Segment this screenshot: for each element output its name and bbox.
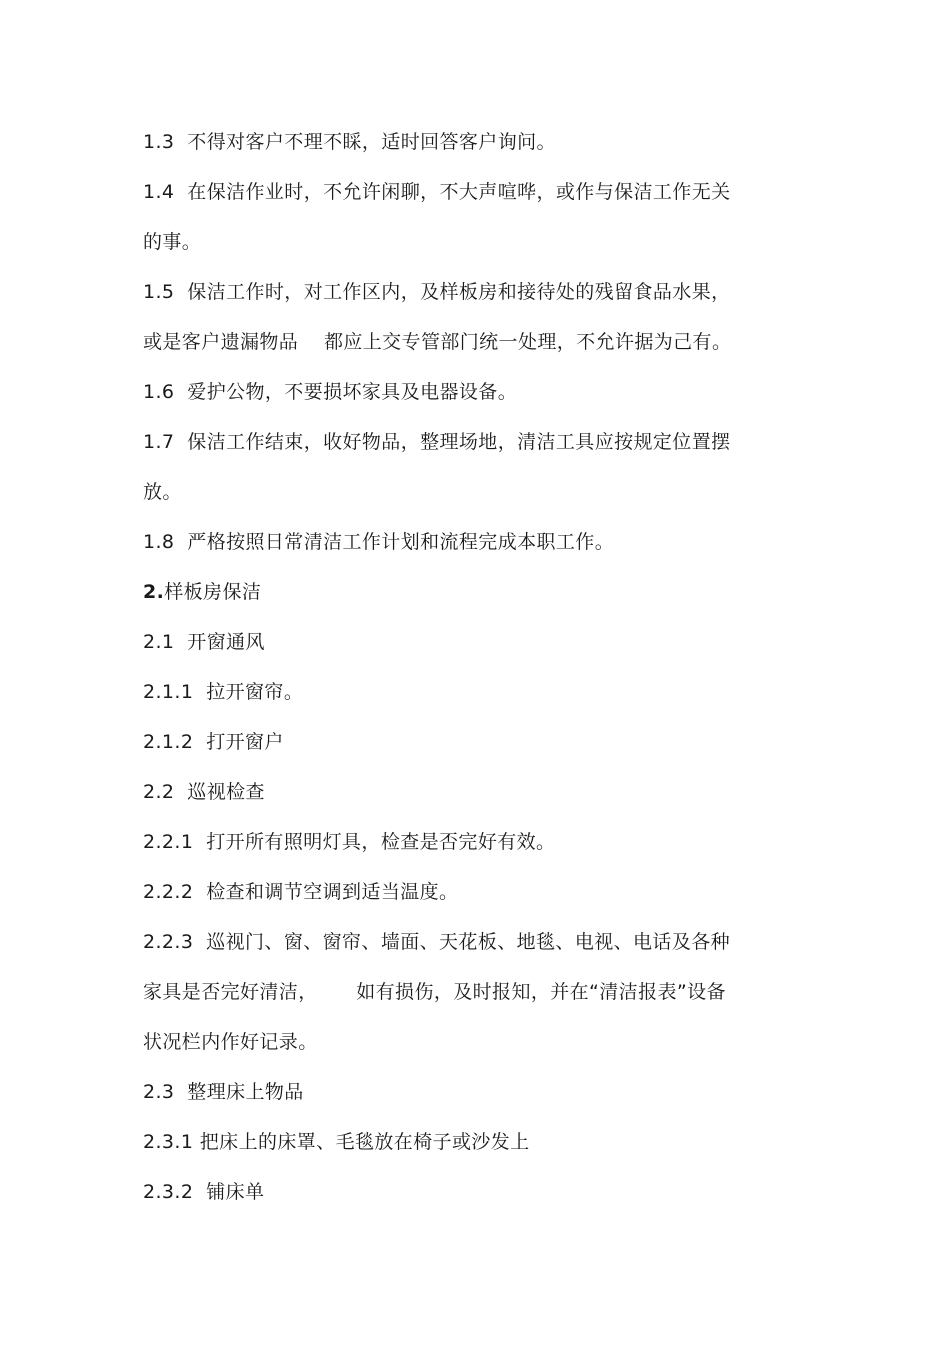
- paragraph-line-1-4-cont: 的事。: [143, 231, 202, 253]
- paragraph-line-1-8: 1.8 严格按照日常清洁工作计划和流程完成本职工作。: [143, 531, 615, 553]
- paragraph-line-2-1-1: 2.1.1 拉开窗帘。: [143, 681, 304, 703]
- paragraph-line-2-2-3-cont-1: 家具是否完好清洁， 如有损伤，及时报知，并在“清洁报表”设备: [143, 981, 726, 1003]
- paragraph-line-2-2-3-cont-2: 状况栏内作好记录。: [143, 1031, 318, 1053]
- paragraph-line-1-3: 1.3 不得对客户不理不睬，适时回答客户询问。: [143, 131, 556, 153]
- document-body: [143, 117, 803, 1217]
- paragraph-line-2-3: 2.3 整理床上物品: [143, 1081, 304, 1103]
- section-number: 2.: [143, 581, 165, 603]
- paragraph-line-2-2-1: 2.2.1 打开所有照明灯具，检查是否完好有效。: [143, 831, 556, 853]
- paragraph-line-1-4: 1.4 在保洁作业时，不允许闲聊，不大声喧哗，或作与保洁工作无关: [143, 181, 731, 203]
- paragraph-line-2-1-2: 2.1.2 打开窗户: [143, 731, 284, 753]
- paragraph-line-1-5: 1.5 保洁工作时，对工作区内，及样板房和接待处的残留食品水果，: [143, 281, 731, 303]
- paragraph-line-1-5-cont: 或是客户遗漏物品 都应上交专管部门统一处理，不允许据为己有。: [143, 331, 732, 353]
- section-title: 样板房保洁: [164, 581, 262, 603]
- paragraph-line-1-7-cont: 放。: [143, 481, 182, 503]
- paragraph-line-2-1: 2.1 开窗通风: [143, 631, 265, 653]
- paragraph-line-1-6: 1.6 爱护公物，不要损坏家具及电器设备。: [143, 381, 518, 403]
- paragraph-line-2-3-1: 2.3.1 把床上的床罩、毛毯放在椅子或沙发上: [143, 1131, 530, 1153]
- paragraph-line-2-3-2: 2.3.2 铺床单: [143, 1181, 265, 1203]
- paragraph-line-2-2: 2.2 巡视检查: [143, 781, 265, 803]
- paragraph-line-2-2-3: 2.2.3 巡视门、窗、窗帘、墙面、天花板、地毯、电视、电话及各种: [143, 931, 731, 953]
- section-heading-2: [143, 567, 803, 617]
- paragraph-line-2-2-2: 2.2.2 检查和调节空调到适当温度。: [143, 881, 459, 903]
- paragraph-line-1-7: 1.7 保洁工作结束，收好物品，整理场地，清洁工具应按规定位置摆: [143, 431, 731, 453]
